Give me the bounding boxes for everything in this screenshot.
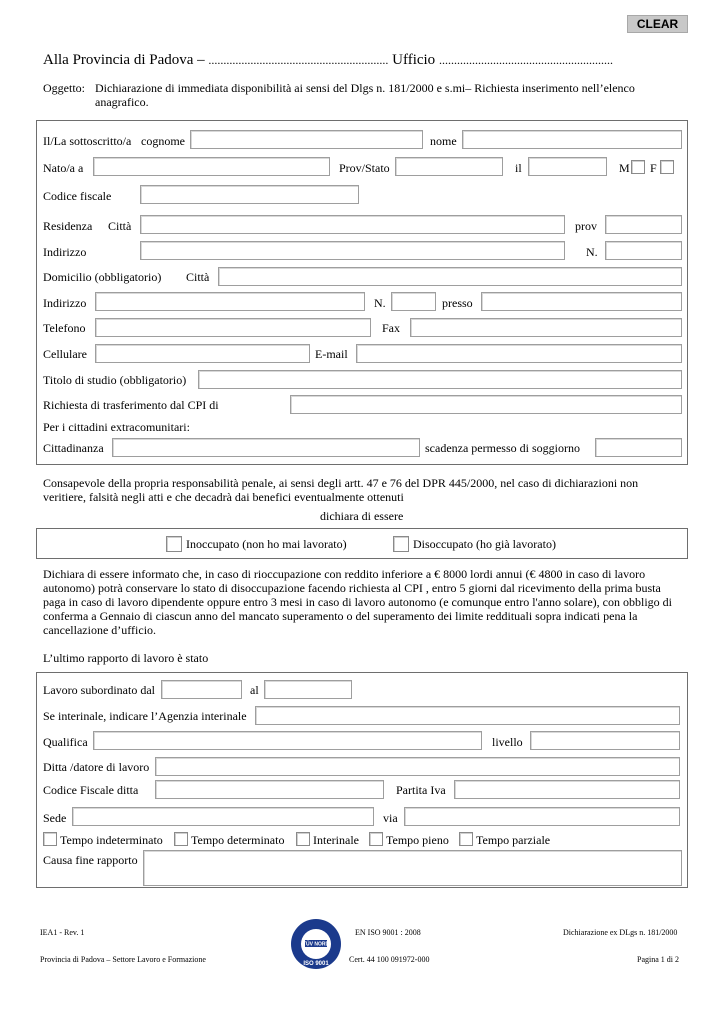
- partita-iva-field[interactable]: [454, 780, 680, 799]
- ultimo-rapporto-label: L’ultimo rapporto di lavoro è stato: [43, 651, 209, 665]
- scadenza-permesso-field[interactable]: [595, 438, 682, 457]
- sesso-f-checkbox[interactable]: [660, 160, 674, 174]
- causa-fine-rapporto-label: Causa fine rapporto: [43, 853, 138, 867]
- trasferimento-label: Richiesta di trasferimento dal CPI di: [43, 398, 219, 412]
- domicilio-citta-label: Città: [186, 270, 210, 284]
- addressee-title: Alla Provincia di Padova – ............................................................ Ufficio ..........................................................: [43, 52, 613, 68]
- luogo-nascita-field[interactable]: [93, 157, 330, 176]
- codice-fiscale-field[interactable]: [140, 185, 359, 204]
- residenza-prov-label: prov: [575, 219, 597, 233]
- qualifica-label: Qualifica: [43, 735, 88, 749]
- oggetto-line-2: anagrafico.: [95, 95, 149, 109]
- logo-top-text: TÜV NORD: [302, 941, 330, 948]
- oggetto-line-1: Dichiarazione di immediata disponibilità ai sensi del Dlgs n. 181/2000 e s.mi– Richiesta inserimento nell’elenco: [95, 81, 635, 95]
- email-field[interactable]: [356, 344, 682, 363]
- data-nascita-label: il: [515, 161, 522, 175]
- sede-field[interactable]: [72, 807, 374, 826]
- residenza-prov-field[interactable]: [605, 215, 682, 234]
- subordinato-label: Lavoro subordinato dal: [43, 683, 155, 697]
- via-field[interactable]: [404, 807, 680, 826]
- inoccupato-label: Inoccupato (non ho mai lavorato): [186, 537, 347, 551]
- oggetto-label: Oggetto:: [43, 81, 85, 95]
- interinale-checkbox[interactable]: [296, 832, 310, 846]
- tempo-determinato-checkbox[interactable]: [174, 832, 188, 846]
- tempo-parziale-label: Tempo parziale: [476, 833, 551, 847]
- footer-settore: Provincia di Padova – Settore Lavoro e Formazione: [40, 955, 206, 964]
- agenzia-interinale-field[interactable]: [255, 706, 680, 725]
- agenzia-interinale-label: Se interinale, indicare l’Agenzia interinale: [43, 709, 247, 723]
- sede-label: Sede: [43, 811, 67, 825]
- ditta-field[interactable]: [155, 757, 680, 776]
- prov-stato-field[interactable]: [395, 157, 503, 176]
- tuv-iso-logo: [290, 918, 342, 970]
- inoccupato-checkbox[interactable]: [166, 536, 182, 552]
- residenza-numero-label: N.: [586, 245, 598, 259]
- residenza-citta-field[interactable]: [140, 215, 565, 234]
- domicilio-citta-field[interactable]: [218, 267, 682, 286]
- domicilio-indirizzo-field[interactable]: [95, 292, 365, 311]
- residenza-indirizzo-field[interactable]: [140, 241, 565, 260]
- codice-fiscale-label: Codice fiscale: [43, 189, 112, 203]
- titolo-studio-label: Titolo di studio (obbligatorio): [43, 373, 187, 387]
- sesso-m-label: M: [619, 161, 630, 175]
- nato-label: Nato/a a: [43, 161, 84, 175]
- consapevole-text: Consapevole della propria responsabilità penale, ai sensi degli artt. 47 e 76 del DPR 445/2000, nel caso di dichiarazioni non veritiere, falsità negli atti e che decadrà dai benefici eventualmente ottenuti: [43, 476, 639, 504]
- cf-ditta-label: Codice Fiscale ditta: [43, 783, 139, 797]
- residenza-citta-label: Città: [108, 219, 132, 233]
- tempo-pieno-checkbox[interactable]: [369, 832, 383, 846]
- residenza-label: Residenza: [43, 219, 93, 233]
- clear-button[interactable]: CLEAR: [627, 15, 688, 33]
- tempo-indeterminato-label: Tempo indeterminato: [60, 833, 163, 847]
- status-section: [36, 528, 688, 559]
- sottoscritto-label: Il/La sottoscritto/a: [43, 134, 132, 148]
- al-label: al: [250, 683, 259, 697]
- trasferimento-cpi-field[interactable]: [290, 395, 682, 414]
- email-label: E-mail: [315, 347, 348, 361]
- extracomunitari-label: Per i cittadini extracomunitari:: [43, 420, 190, 434]
- domicilio-indirizzo-label: Indirizzo: [43, 296, 87, 310]
- fax-field[interactable]: [410, 318, 682, 337]
- livello-label: livello: [492, 735, 523, 749]
- residenza-numero-field[interactable]: [605, 241, 682, 260]
- domicilio-label: Domicilio (obbligatorio): [43, 270, 162, 284]
- footer-certificate: Cert. 44 100 091972-000: [349, 955, 430, 964]
- tempo-parziale-checkbox[interactable]: [459, 832, 473, 846]
- footer-iso-standard: EN ISO 9001 : 2008: [355, 928, 421, 937]
- logo-bottom-text: ISO 9001: [303, 961, 329, 967]
- cittadinanza-field[interactable]: [112, 438, 420, 457]
- lavoro-al-field[interactable]: [264, 680, 352, 699]
- disoccupato-label: Disoccupato (ho già lavorato): [413, 537, 556, 551]
- domicilio-numero-field[interactable]: [391, 292, 436, 311]
- telefono-field[interactable]: [95, 318, 371, 337]
- via-label: via: [383, 811, 398, 825]
- disoccupato-checkbox[interactable]: [393, 536, 409, 552]
- livello-field[interactable]: [530, 731, 680, 750]
- qualifica-field[interactable]: [93, 731, 482, 750]
- informativa-paragraph: Dichiara di essere informato che, in caso di rioccupazione con reddito inferiore a € 8000 lordi annui (€ 4800 in caso di lavoro autonomo) potrà conservare lo stato di disoccupazione facendo richiesta al CPI , entro 5 giorni dal ricevimento della prima busta paga in caso di lavoro dipendente oppure entro 3 mesi in caso di lavoro autonomo (e comunque entro l'anno solare), con obbligo di conferma a Gennaio di ciascun anno del mancato superamento o del superamento dei limite reddituali sopra indicati pena la cancellazione d’ufficio.: [43, 567, 672, 637]
- telefono-label: Telefono: [43, 321, 86, 335]
- sesso-f-label: F: [650, 161, 657, 175]
- footer-dichiarazione: Dichiarazione ex DLgs n. 181/2000: [563, 928, 678, 937]
- footer-page-number: Pagina 1 di 2: [637, 955, 679, 964]
- sesso-m-checkbox[interactable]: [631, 160, 645, 174]
- cellulare-field[interactable]: [95, 344, 310, 363]
- scadenza-permesso-label: scadenza permesso di soggiorno: [425, 441, 580, 455]
- interinale-label: Interinale: [313, 833, 359, 847]
- partita-iva-label: Partita Iva: [396, 783, 446, 797]
- cellulare-label: Cellulare: [43, 347, 87, 361]
- domicilio-numero-label: N.: [374, 296, 386, 310]
- cittadinanza-label: Cittadinanza: [43, 441, 104, 455]
- lavoro-dal-field[interactable]: [161, 680, 242, 699]
- tempo-determinato-label: Tempo determinato: [191, 833, 285, 847]
- nome-label: nome: [430, 134, 457, 148]
- data-nascita-field[interactable]: [528, 157, 607, 176]
- ditta-label: Ditta /datore di lavoro: [43, 760, 150, 774]
- residenza-indirizzo-label: Indirizzo: [43, 245, 87, 259]
- titolo-studio-field[interactable]: [198, 370, 682, 389]
- tempo-indeterminato-checkbox[interactable]: [43, 832, 57, 846]
- tempo-pieno-label: Tempo pieno: [386, 833, 449, 847]
- presso-label: presso: [442, 296, 473, 310]
- cf-ditta-field[interactable]: [155, 780, 384, 799]
- cognome-field[interactable]: [190, 130, 423, 149]
- dichiara-label: dichiara di essere: [320, 509, 404, 523]
- cognome-label: cognome: [141, 134, 185, 148]
- nome-field[interactable]: [462, 130, 682, 149]
- causa-fine-rapporto-field[interactable]: [143, 850, 682, 886]
- fax-label: Fax: [382, 321, 400, 335]
- footer-revision: IEA1 - Rev. 1: [40, 928, 85, 937]
- prov-stato-label: Prov/Stato: [339, 161, 390, 175]
- presso-field[interactable]: [481, 292, 682, 311]
